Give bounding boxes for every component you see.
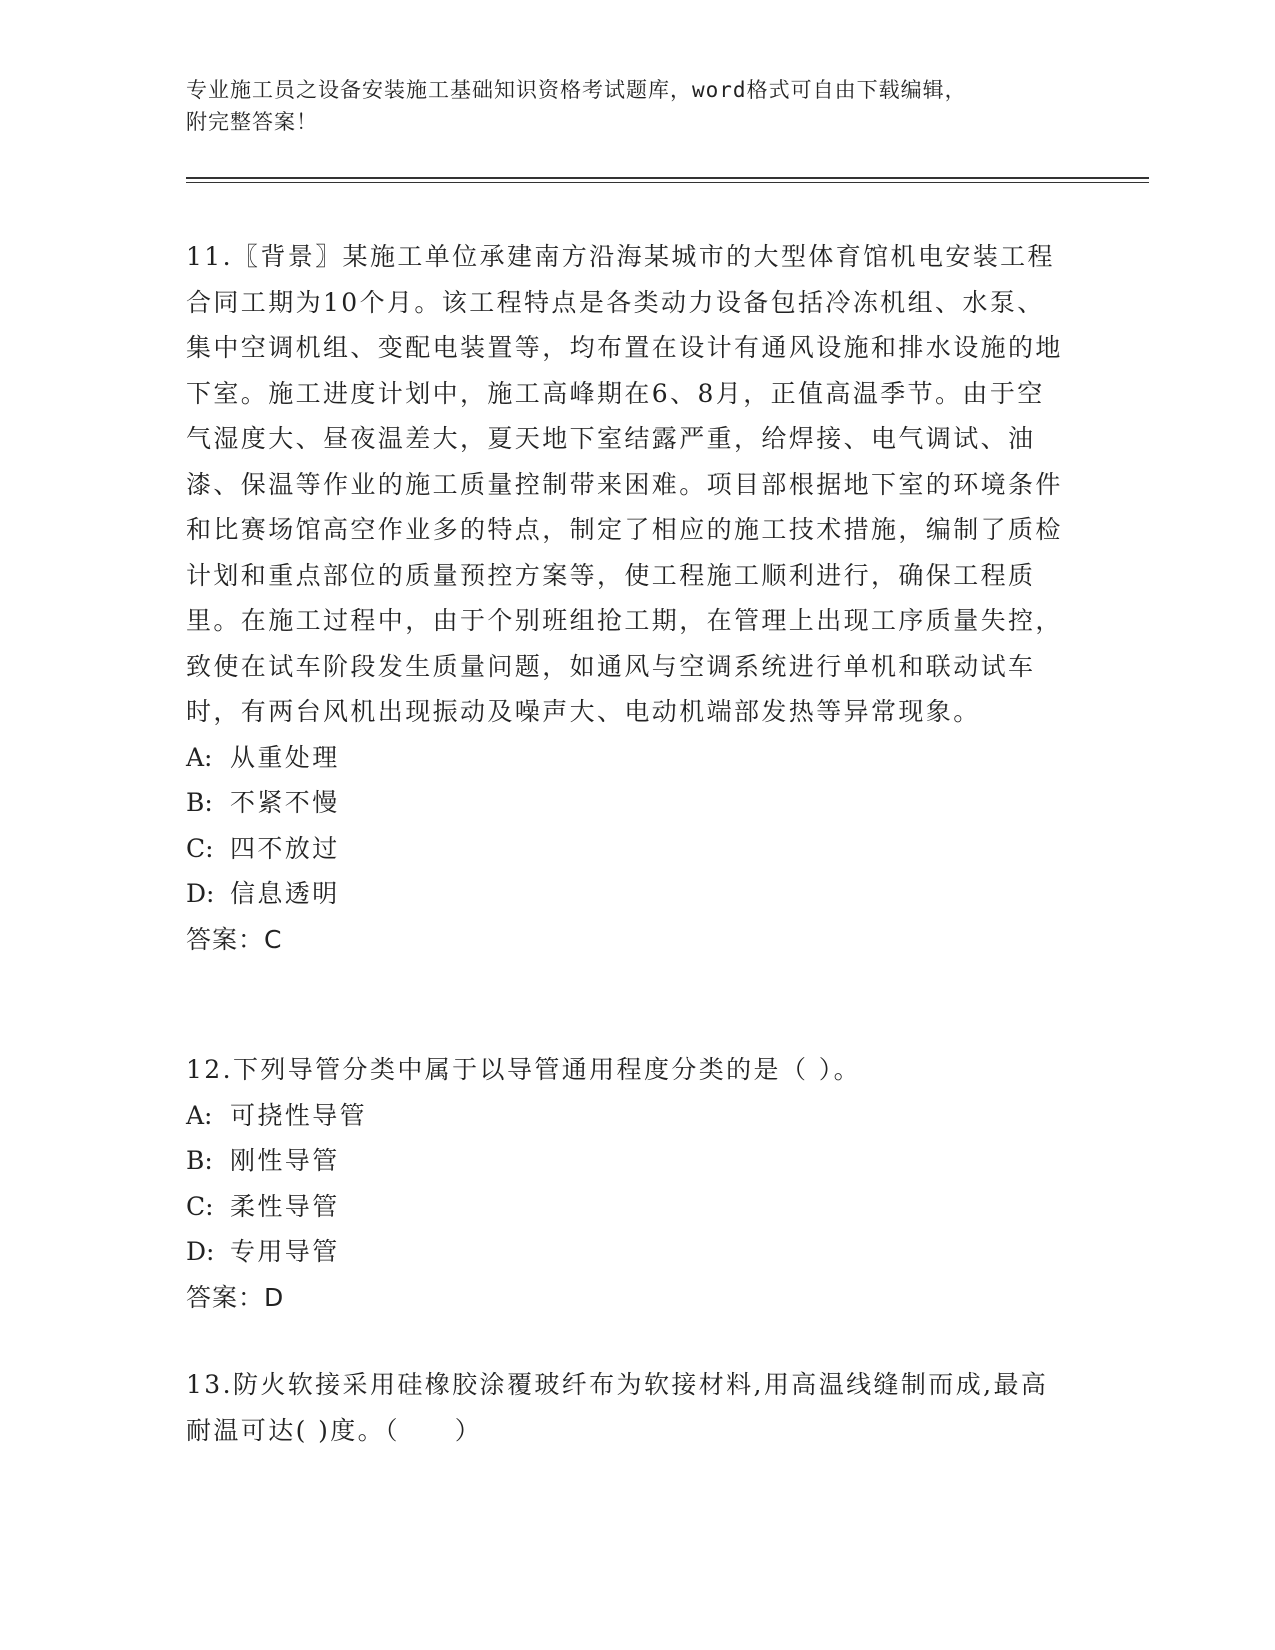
question-stem: 11.〖背景〗某施工单位承建南方沿海某城市的大型体育馆机电安装工程合同工期为10个月。该工程特点是各类动力设备包括冷冻机组、水泵、集中空调机组、变配电装置等，均布置在设计有通风设施和排水设施的地下室。施工进度计划中，施工高峰期在6、8月，正值高温季节。由于空气湿度大、昼夜温差大，夏天地下室结露严重，给焊接、电气调试、油漆、保温等作业的施工质量控制带来困难。项目部根据地下室的环境条件和比赛场馆高空作业多的特点，制定了相应的施工技术措施，编制了质检计划和重点部位的质量预控方案等，使工程施工顺利进行，确保工程质里。在施工过程中，由于个别班组抢工期，在管理上出现工序质量失控，致使在试车阶段发生质量问题，如通风与空调系统进行单机和联动试车时，有两台风机出现振动及噪声大、电动机端部发热等异常现象。 xyxy=(186,242,1063,726)
question-11 xyxy=(186,234,1066,962)
answer-line: 答案：D xyxy=(186,1282,285,1312)
option-key: D: xyxy=(186,1237,215,1266)
option-d xyxy=(186,1229,1066,1275)
header-divider-thin xyxy=(186,182,1149,183)
option-text: 专用导管 xyxy=(230,1237,340,1266)
option-key: D: xyxy=(186,879,215,908)
answer-line: 答案：C xyxy=(186,924,283,954)
option-key: B: xyxy=(186,788,213,817)
option-d xyxy=(186,871,1066,917)
option-b xyxy=(186,1138,1066,1184)
option-key: A: xyxy=(186,1100,213,1130)
option-text: 不紧不慢 xyxy=(230,788,340,817)
option-key: C: xyxy=(186,833,214,863)
option-text: 刚性导管 xyxy=(230,1146,340,1175)
option-text: 可挠性导管 xyxy=(230,1100,368,1130)
document-header xyxy=(186,74,1086,138)
option-c xyxy=(186,1184,1066,1230)
header-line-2: 附完整答案！ xyxy=(186,110,318,134)
question-stem: 13.防火软接采用硅橡胶涂覆玻纤布为软接材料,用高温线缝制而成,最高耐温可达( )度。（ ） xyxy=(186,1370,1049,1445)
question-stem: 12.下列导管分类中属于以导管通用程度分类的是（ ）。 xyxy=(186,1055,862,1084)
question-12 xyxy=(186,1047,1066,1320)
header-divider-thick xyxy=(186,177,1149,179)
option-text: 四不放过 xyxy=(230,833,340,863)
option-a xyxy=(186,1093,1066,1139)
option-key: B: xyxy=(186,1146,213,1175)
header-line-1: 专业施工员之设备安装施工基础知识资格考试题库，word格式可自由下载编辑， xyxy=(186,78,967,102)
option-text: 柔性导管 xyxy=(230,1191,340,1221)
option-a xyxy=(186,735,1066,781)
option-text: 从重处理 xyxy=(230,742,340,772)
option-b xyxy=(186,780,1066,826)
option-key: C: xyxy=(186,1191,214,1221)
option-c xyxy=(186,826,1066,872)
option-key: A: xyxy=(186,742,213,772)
option-text: 信息透明 xyxy=(230,879,340,908)
question-13 xyxy=(186,1362,1066,1453)
